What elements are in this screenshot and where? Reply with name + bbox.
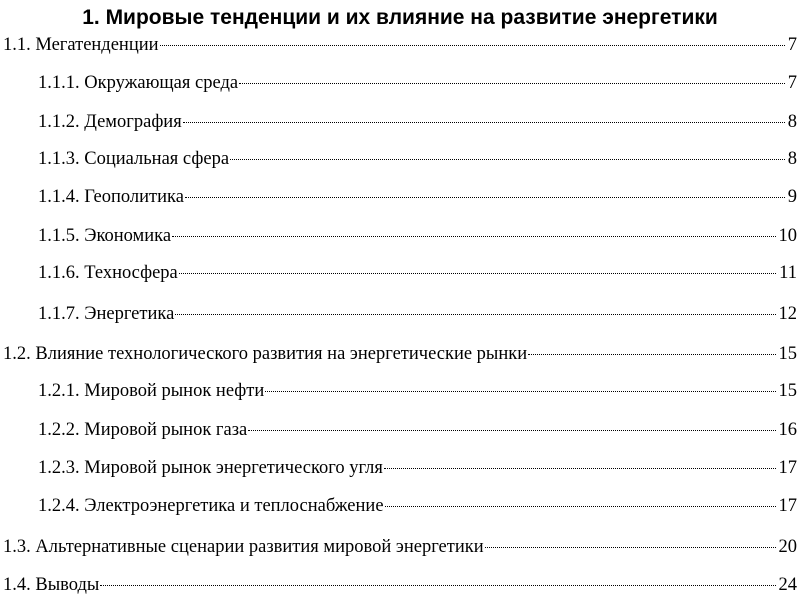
toc-dot-leader: [485, 547, 776, 548]
toc-entry-label: 1.2.1. Мировой рынок нефти: [38, 381, 265, 401]
toc-entry-1-2[interactable]: [3, 341, 797, 367]
toc-entry-label: 1.1.5. Экономика: [38, 226, 172, 246]
toc-dot-leader: [248, 430, 775, 431]
toc-entry-label: 1.1.3. Социальная сфера: [38, 149, 230, 169]
toc-dot-leader: [172, 236, 775, 237]
toc-dot-leader: [528, 354, 775, 355]
toc-page-number: 15: [778, 381, 797, 401]
toc-page-number: 8: [787, 149, 797, 169]
toc-entry-1-2-3[interactable]: [38, 455, 797, 481]
toc-entry-1-1-4[interactable]: [38, 184, 797, 210]
toc-entry-1-1-7[interactable]: [38, 301, 797, 327]
toc-dot-leader: [239, 83, 785, 84]
toc-entry-1-1[interactable]: [3, 32, 797, 58]
toc-dot-leader: [265, 391, 775, 392]
toc-entry-1-2-1[interactable]: [38, 378, 797, 404]
toc-entry-label: 1.1.4. Геополитика: [38, 187, 184, 207]
toc-entry-label: 1.2.3. Мировой рынок энергетического угля: [38, 458, 383, 478]
toc-entry-1-1-6[interactable]: [38, 260, 797, 286]
toc-page-number: 16: [778, 420, 797, 440]
toc-entry-1-2-2[interactable]: [38, 417, 797, 443]
toc-dot-leader: [100, 585, 775, 586]
toc-dot-leader: [230, 159, 785, 160]
toc-page-number: 17: [778, 496, 797, 516]
toc-page-number: 15: [778, 344, 797, 364]
toc-entry-label: 1.2.2. Мировой рынок газа: [38, 420, 248, 440]
toc-page-number: 12: [778, 304, 797, 324]
toc-entry-label: 1.2.4. Электроэнергетика и теплоснабжение: [38, 496, 384, 516]
toc-entry-1-1-3[interactable]: [38, 146, 797, 172]
toc-page-number: 7: [787, 35, 797, 55]
toc-entry-1-2-4[interactable]: [38, 493, 797, 519]
toc-dot-leader: [385, 506, 776, 507]
toc-page-number: 20: [778, 537, 797, 557]
toc-dot-leader: [179, 273, 776, 274]
toc-page-number: 24: [778, 575, 797, 595]
toc-dot-leader: [183, 122, 785, 123]
toc-dot-leader: [384, 468, 776, 469]
toc-dot-leader: [175, 314, 775, 315]
toc-page-number: 17: [778, 458, 797, 478]
toc-entry-label: 1.4. Выводы: [3, 575, 100, 595]
toc-entry-label: 1.1.2. Демография: [38, 112, 182, 132]
toc-entry-1-1-1[interactable]: [38, 70, 797, 96]
toc-page-number: 8: [787, 112, 797, 132]
toc-entry-1-1-2[interactable]: [38, 109, 797, 135]
toc-dot-leader: [160, 45, 785, 46]
toc-dot-leader: [185, 197, 785, 198]
toc-entry-label: 1.3. Альтернативные сценарии развития мировой энергетики: [3, 537, 484, 557]
toc-entry-1-4[interactable]: [3, 572, 797, 598]
toc-entry-label: 1.1.1. Окружающая среда: [38, 73, 239, 93]
toc-page-number: 11: [779, 263, 797, 283]
toc-entry-1-3[interactable]: [3, 534, 797, 560]
toc-page-number: 10: [778, 226, 797, 246]
toc-entry-1-1-5[interactable]: [38, 223, 797, 249]
toc-page-number: 7: [787, 73, 797, 93]
toc-entry-label: 1.1.6. Техносфера: [38, 263, 178, 283]
page-title: 1. Мировые тенденции и их влияние на развитие энергетики: [82, 6, 718, 29]
toc-entry-label: 1.1.7. Энергетика: [38, 304, 175, 324]
toc-entry-label: 1.1. Мегатенденции: [3, 35, 159, 55]
toc-page-number: 9: [787, 187, 797, 207]
toc-entry-label: 1.2. Влияние технологического развития на энергетические рынки: [3, 344, 528, 364]
